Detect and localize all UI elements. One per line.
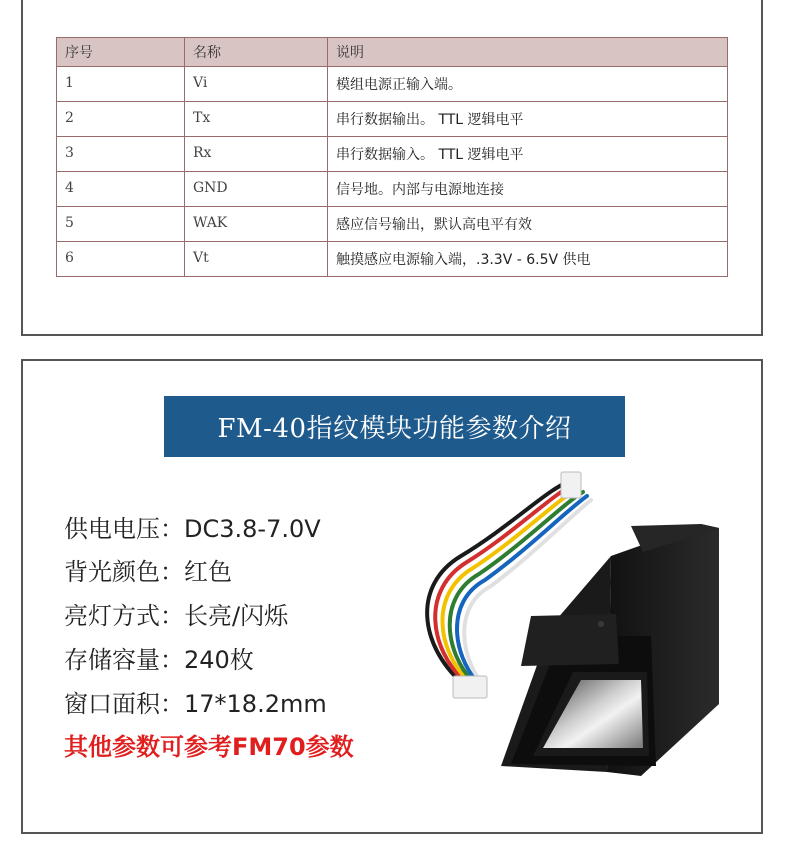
pin-number: 2 — [57, 102, 185, 137]
table-row — [57, 137, 728, 172]
pin-description: 感应信号输出，默认高电平有效 — [328, 207, 728, 242]
pin-number: 4 — [57, 172, 185, 207]
pin-name: Vt — [185, 242, 328, 277]
fingerprint-module-image — [401, 466, 731, 796]
pin-name: Vi — [185, 67, 328, 102]
reference-note: 其他参数可参考FM70参数 — [64, 733, 354, 761]
spec-backlight-color: 背光颜色：红色 — [64, 558, 232, 586]
table-row — [57, 102, 728, 137]
pin-number: 3 — [57, 137, 185, 172]
module-body — [501, 524, 719, 776]
table-row — [57, 242, 728, 277]
table-row — [57, 67, 728, 102]
table-row — [57, 207, 728, 242]
pin-number: 5 — [57, 207, 185, 242]
module-spec-panel — [21, 359, 763, 834]
spec-supply-voltage: 供电电压：DC3.8-7.0V — [64, 515, 321, 543]
spec-window-area: 窗口面积：17*18.2mm — [64, 690, 327, 718]
table-header-row — [57, 38, 728, 67]
header-number: 序号 — [57, 38, 185, 67]
pin-description: 触摸感应电源输入端，.3.3V - 6.5V 供电 — [328, 242, 728, 277]
pin-name: GND — [185, 172, 328, 207]
pin-description: 信号地。内部与电源地连接 — [328, 172, 728, 207]
pin-description: 串行数据输入。 TTL 逻辑电平 — [328, 137, 728, 172]
pin-name: WAK — [185, 207, 328, 242]
pin-number: 1 — [57, 67, 185, 102]
pin-description: 串行数据输出。 TTL 逻辑电平 — [328, 102, 728, 137]
table-row — [57, 172, 728, 207]
pin-description: 模组电源正输入端。 — [328, 67, 728, 102]
section-title: FM-40指纹模块功能参数介绍 — [164, 396, 625, 457]
pin-description-panel — [21, 0, 763, 336]
pin-table — [56, 37, 728, 277]
cable-connector-top — [561, 472, 581, 498]
spec-light-mode: 亮灯方式：长亮/闪烁 — [64, 602, 289, 630]
header-name: 名称 — [185, 38, 328, 67]
cable-connector-bottom — [453, 676, 487, 698]
spec-storage-capacity: 存储容量：240枚 — [64, 646, 254, 674]
header-description: 说明 — [328, 38, 728, 67]
pin-name: Rx — [185, 137, 328, 172]
pin-number: 6 — [57, 242, 185, 277]
pin-name: Tx — [185, 102, 328, 137]
